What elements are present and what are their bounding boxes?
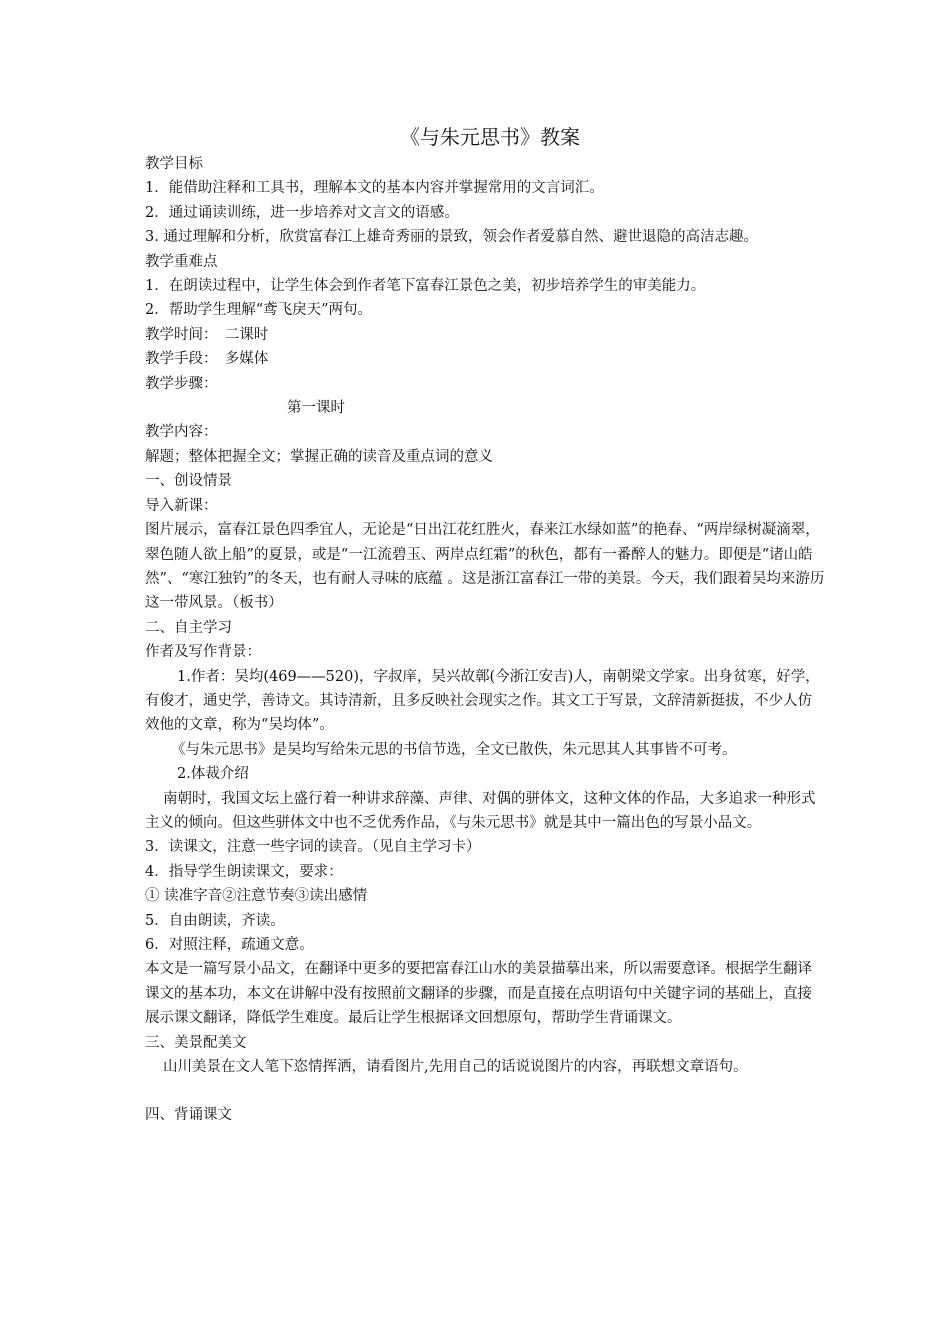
genre-paragraph: 南朝时，我国文坛上盛行着一种讲求辞藻、声律、对偶的骈体文，这种文体的作品，大多追求一种形式主义的倾向。但这些骈体文中也不乏优秀作品，《与朱元思书》就是其中一篇出色的写景小品文。 [145,790,816,831]
section-heading-self-study: 二、自主学习 [145,619,232,636]
teaching-means: 教学手段： 多媒体 [145,351,269,368]
letter-note-paragraph: 《与朱元思书》是吴均写给朱元思的书信节选，全文已散佚，朱元思其人其事皆不可考。 [171,741,737,758]
document-title: 《与朱元思书》教案 [400,125,580,149]
objective-item-1: 1．能借助注释和工具书，理解本文的基本内容并掌握常用的文言词汇。 [145,180,604,197]
objective-item-2: 2．通过诵读训练，进一步培养对文言文的语感。 [145,204,459,221]
first-lesson-heading: 第一课时 [287,400,345,417]
teaching-time: 教学时间： 二课时 [145,326,269,343]
step-item-3: 3．读课文，注意一些字词的读音。（见自主学习卡） [145,839,481,856]
teaching-steps-heading: 教学步骤： [145,375,218,392]
section-heading-scenery: 三、美景配美文 [145,1034,247,1051]
section-heading-scenario: 一、创设情景 [145,473,232,490]
blank-line [145,1079,825,1103]
key-point-item-2: 2．帮助学生理解“鸢飞戾天”两句。 [145,302,373,319]
translation-paragraph: 本文是一篇写景小品文，在翻译中更多的要把富春江山水的美景描摹出来，所以需要意译。根据学生翻译课文的基本功，本文在讲解中没有按照前文翻译的步骤，而是直接在点明语句中关键字词的基础上，直接展示课文翻译，降低学生难度。最后让学生根据译文回想原句，帮助学生背诵课文。 [145,961,812,1027]
step-item-6: 6．对照注释，疏通文意。 [145,937,314,953]
author-background-heading: 作者及写作背景： [145,644,261,661]
document-page [145,122,825,1128]
section-heading-recite: 四、背诵课文 [145,1107,232,1124]
step-item-4: 4．指导学生朗读课文，要求： [145,863,343,880]
section-heading-key-points: 教学重难点 [145,253,218,270]
reading-requirements: ① 读准字音②注意节奏③读出感情 [145,888,368,905]
teaching-content-text: 解题；整体把握全文；掌握正确的读音及重点词的意义 [145,448,493,465]
teaching-content-heading: 教学内容： [145,424,218,441]
author-paragraph: 1.作者：吴均(469——520)，字叔庠，吴兴故鄣(今浙江安吉)人，南朝梁文学家。出身贫寒，好学，有俊才，通史学，善诗文。其诗清新，且多反映社会现实之作。其文工于写景，文辞清新挺拔，不少人仿效他的文章，称为“吴均体”。 [145,668,820,734]
intro-paragraph: 图片展示，富春江景色四季宜人，无论是“日出江花红胜火，春来江水绿如蓝”的艳春、“两岸绿树凝滴翠，翠色随人欲上船”的夏景，或是“一江流碧玉、两岸点红霜”的秋色，都有一番醉人的魅力。即便是“诸山皓然”、“寒江独钓”的冬天，也有耐人寻味的底蕴 。这是浙江富春江一带的美景。今天，我们跟着吴均来游历这一带风景。（板书） [145,522,825,612]
step-item-5: 5．自由朗读，齐读。 [145,912,285,929]
section-heading-objectives: 教学目标 [145,156,203,172]
genre-heading: 2.体裁介绍 [177,766,249,783]
objective-item-3: 3. 通过理解和分析，欣赏富春江上雄奇秀丽的景致，领会作者爱慕自然、避世退隐的高洁志趣。 [145,229,758,246]
key-point-item-1: 1．在朗读过程中，让学生体会到作者笔下富春江景色之美，初步培养学生的审美能力。 [145,278,706,295]
intro-heading: 导入新课： [145,497,218,514]
scenery-paragraph: 山川美景在文人笔下恣情挥洒，请看图片,先用自己的话说说图片的内容，再联想文章语句。 [163,1059,748,1076]
